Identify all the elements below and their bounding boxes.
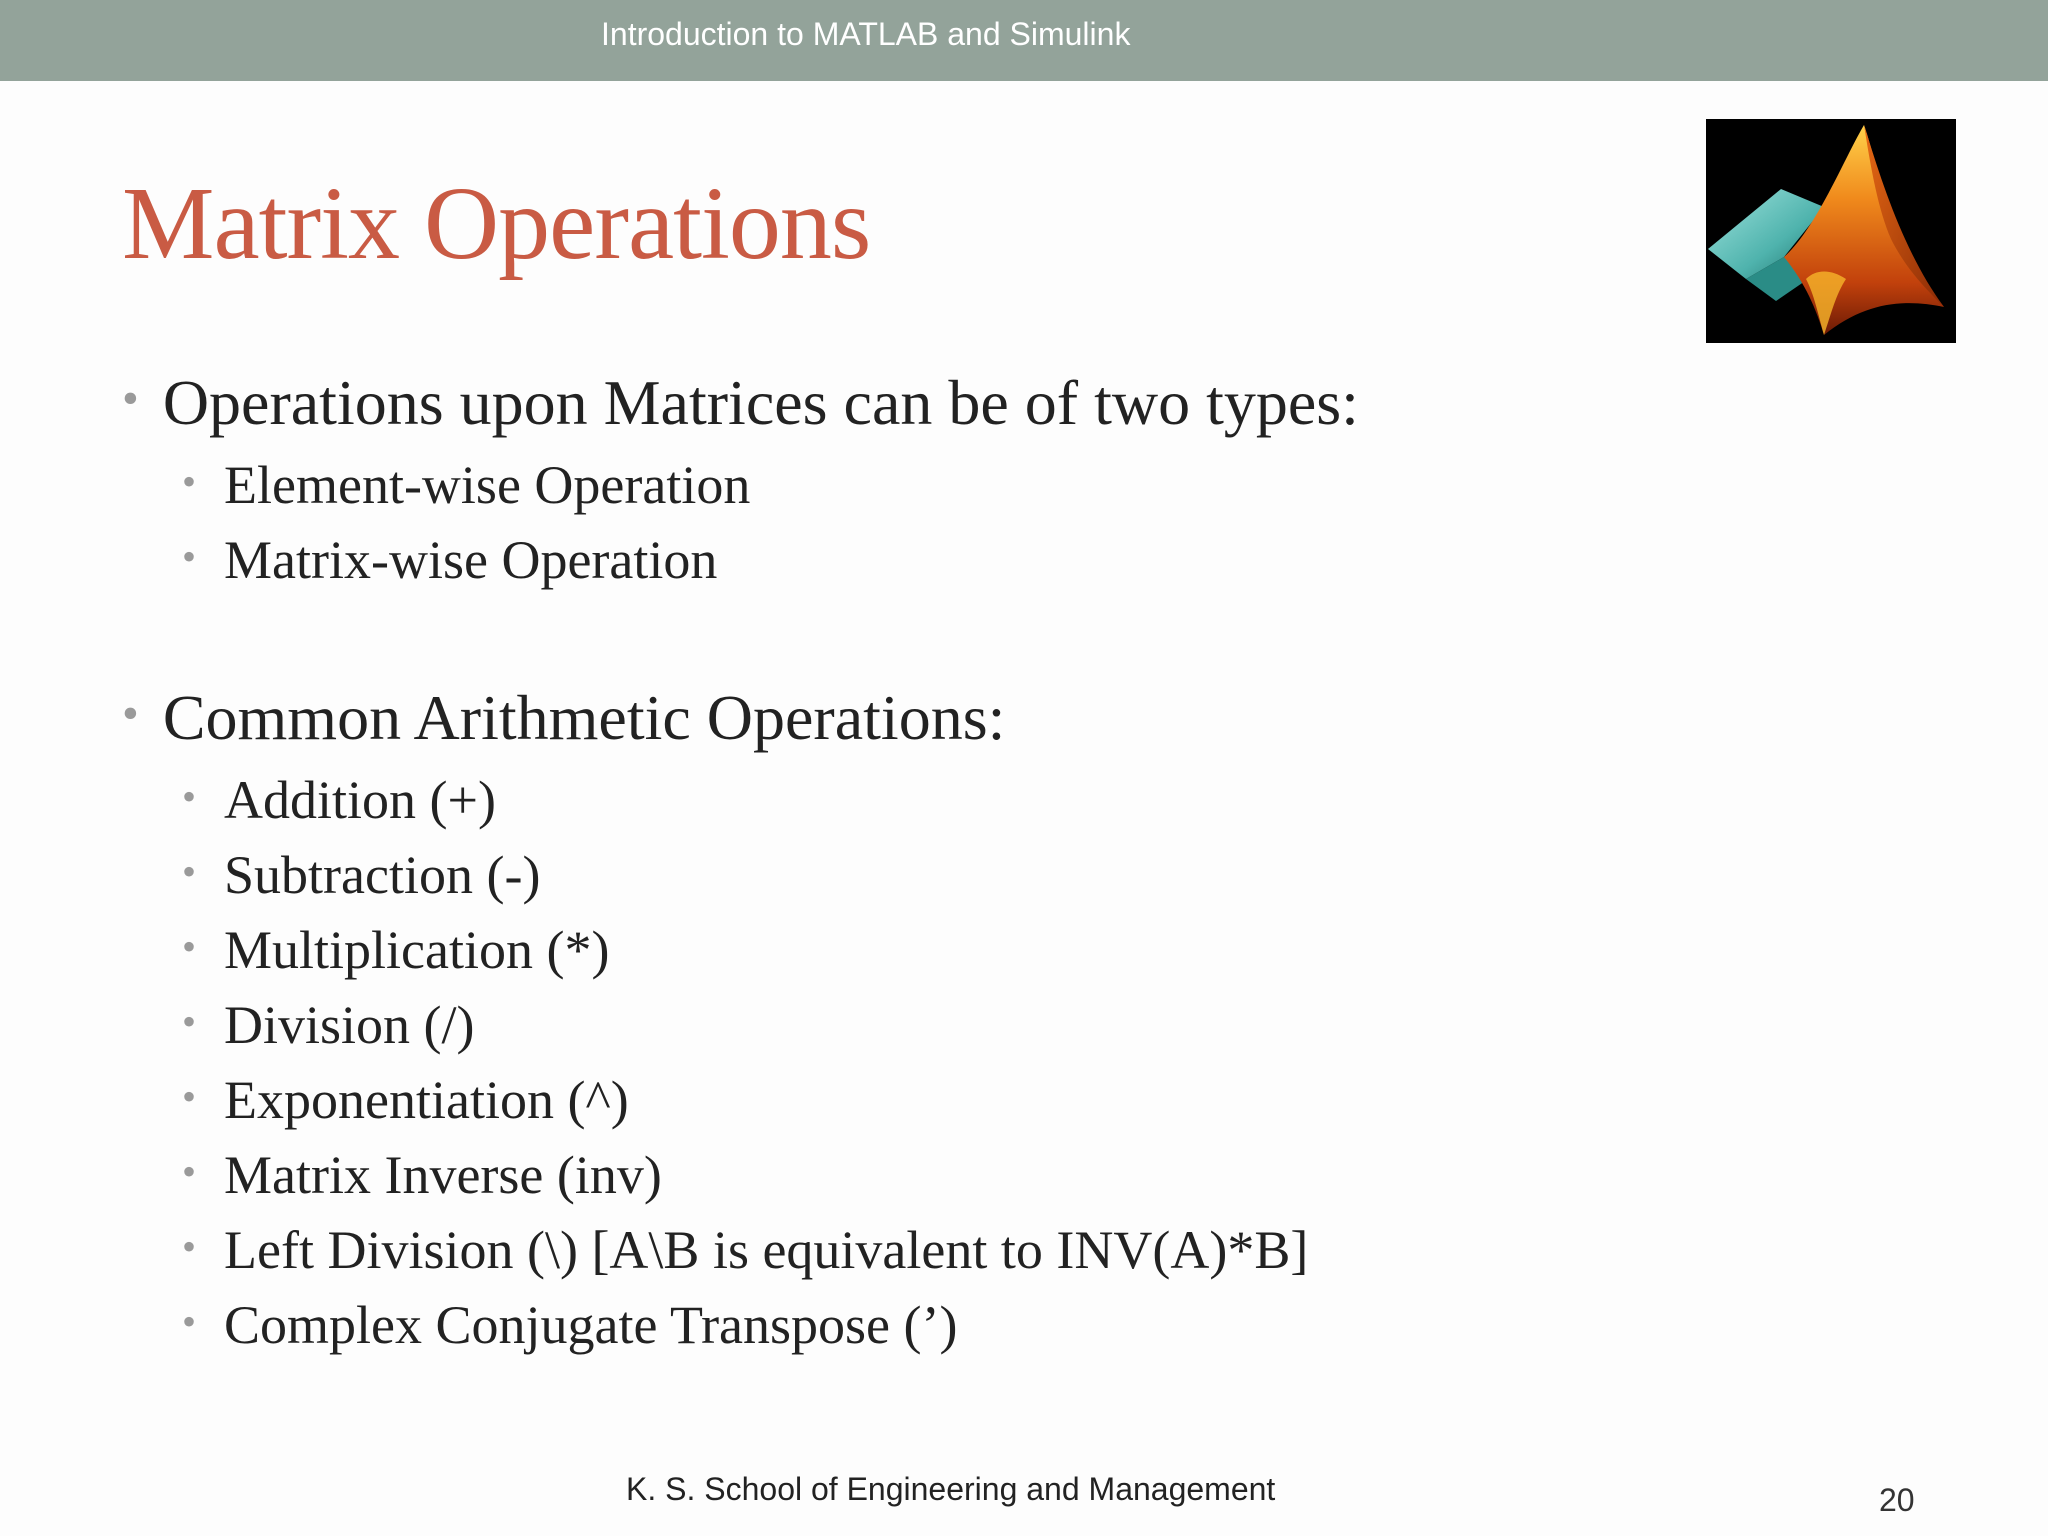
- bullet-icon: •: [122, 372, 139, 425]
- section-heading: Common Arithmetic Operations:: [162, 682, 1006, 753]
- list-item: Matrix Inverse (inv): [224, 1145, 662, 1205]
- bullet-icon: •: [182, 534, 197, 579]
- header-bar: [0, 0, 2048, 81]
- bullet-level2: [182, 530, 718, 590]
- matlab-logo-graphic: [1706, 119, 1956, 343]
- bullet-level2: [182, 995, 475, 1055]
- list-item: Multiplication (*): [224, 920, 610, 980]
- slide-title: Matrix Operations: [122, 166, 871, 281]
- bullet-icon: •: [182, 999, 197, 1044]
- bullet-icon: •: [182, 1149, 197, 1194]
- bullet-icon: •: [182, 1224, 197, 1269]
- bullet-icon: •: [122, 687, 139, 740]
- bullet-icon: •: [182, 1299, 197, 1344]
- list-item: Exponentiation (^): [224, 1070, 629, 1130]
- bullet-level1: [122, 367, 1359, 438]
- matlab-logo-icon: [1706, 119, 1956, 343]
- bullet-icon: •: [182, 1074, 197, 1119]
- bullet-level2: [182, 770, 496, 830]
- presentation-title: Introduction to MATLAB and Simulink: [601, 16, 1131, 52]
- page-number: 20: [1879, 1482, 1915, 1518]
- list-item: Matrix-wise Operation: [224, 530, 718, 590]
- bullet-level2: [182, 1070, 629, 1130]
- list-item: Element-wise Operation: [224, 455, 751, 515]
- footer-institution: K. S. School of Engineering and Management: [626, 1471, 1276, 1507]
- bullet-level2: [182, 1295, 958, 1355]
- bullet-level2: [182, 1220, 1309, 1280]
- bullet-level1: [122, 682, 1006, 753]
- list-item: Subtraction (-): [224, 845, 541, 905]
- list-item: Addition (+): [224, 770, 496, 830]
- bullet-level2: [182, 845, 541, 905]
- bullet-level2: [182, 455, 751, 515]
- bullet-icon: •: [182, 849, 197, 894]
- bullet-level2: [182, 1145, 662, 1205]
- bullet-level2: [182, 920, 610, 980]
- list-item: Left Division (\) [A\B is equivalent to INV(A)*B]: [224, 1220, 1309, 1280]
- bullet-icon: •: [182, 774, 197, 819]
- section-heading: Operations upon Matrices can be of two types:: [162, 367, 1359, 438]
- bullet-icon: •: [182, 924, 197, 969]
- list-item: Division (/): [224, 995, 475, 1055]
- list-item: Complex Conjugate Transpose (’): [224, 1295, 958, 1355]
- bullet-icon: •: [182, 459, 197, 504]
